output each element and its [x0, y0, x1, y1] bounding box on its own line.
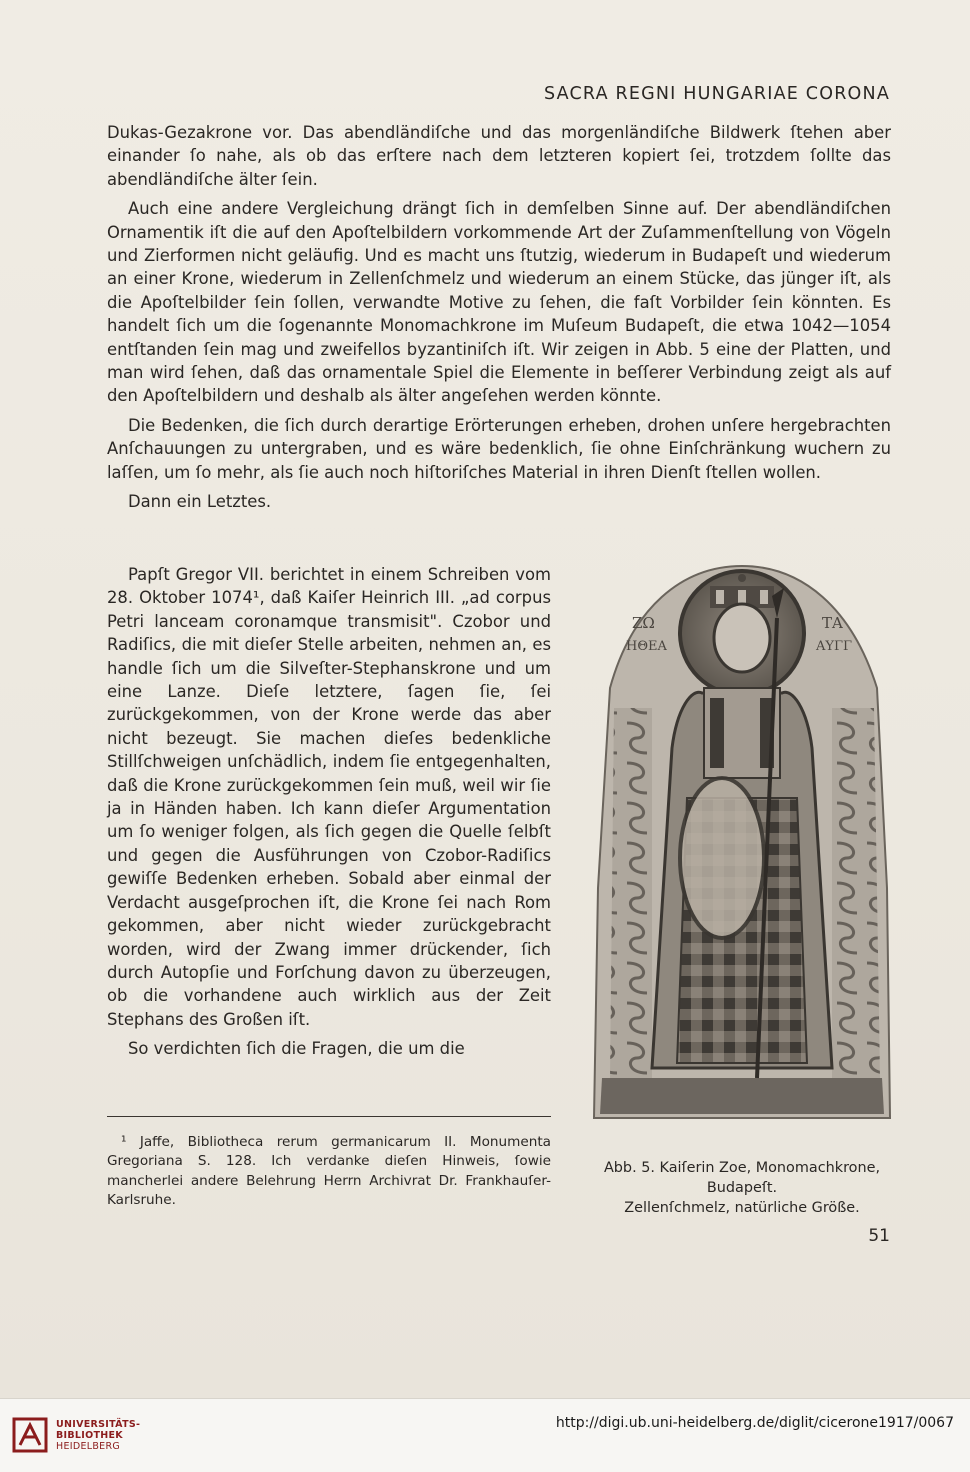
paragraph: So verdichten ſich die Fragen, die um die — [128, 1039, 465, 1059]
library-name-line: HEIDELBERG — [56, 1441, 121, 1452]
caption-line: Zellenſchmelz, natürliche Größe. — [624, 1200, 860, 1216]
paragraph: Dukas-Gezakrone vor. Das abendländiſche und das morgenländiſche Bildwerk ſtehen aber einander ſo nahe, als ob das erſtere nach dem letzteren kopiert ſei, trotzdem ſollte das abendländiſche älter ſein. — [107, 123, 891, 189]
library-name-line: BIBLIOTHEK — [56, 1430, 123, 1441]
paragraph: Papſt Gregor VII. berichtet in einem Schreiben vom 28. Oktober 1074¹, daß Kaiſer Heinrich III. „ad corpus Petri lanceam coronamque transmisit". Czobor und Radiſics, die mit dieſer Stelle arbeiten, nehmen an, es handle ſich um die Silveſter-Stephanskrone und um eine Lanze. Dieſe letztere, ſagen ſie, ſei zurückgekommen, von der Krone werde das aber nicht bezeugt. Sie machen dieſes bedenkliche Stillſchweigen unſchädlich, indem ſie entgegenhalten, daß die Krone zurückgekommen ſein muß, weil wir ſie ja in Händen haben. Ich kann dieſer Argumentation um ſo weniger folgen, als ſich gegen die Quelle ſelbſt und gegen die Ausführungen von Czobor-Radiſics gewiſſe Bedenken erheben. Sobald aber einmal der Verdacht ausgeſprochen iſt, die Krone ſei nach Rom gekommen, aber nicht wieder zurückgebracht worden, wird der Zwang immer drückender, ſich durch Autopſie und Forſchung davon zu überzeugen, ob die vorhandene auch wirklich aus der Zeit Stephans des Großen iſt. — [107, 565, 551, 1029]
body-text — [107, 121, 891, 514]
enamel-plate-figure — [592, 558, 892, 1141]
svg-text:ΑΥΓΓ: ΑΥΓΓ — [816, 639, 853, 654]
source-url-link[interactable]: http://digi.ub.uni-heidelberg.de/diglit/cicerone1917/0067 — [555, 1415, 954, 1431]
svg-text:ΗΘΕΑ: ΗΘΕΑ — [626, 639, 667, 654]
paragraph: Auch eine andere Vergleichung drängt ſich in demſelben Sinne auf. Der abendländiſchen Ornamentik iſt die auf den Apoſtelbildern vorkommende Art der Zuſammenſtellung von Vögeln und Zierformen nicht geläufig. Und es macht uns ſtutzig, wiederum in Budapeſt und wiederum an einer Krone, wiederum in Zellenſchmelz und wiederum an einem Stücke, das jünger iſt, als die Apoſtelbilder ſein ſollen, verwandte Motive zu ſehen, die faſt Vorbilder ſein könnten. Es handelt ſich um die ſogenannte Monomachkrone im Muſeum Budapeſt, die etwa 1042—1054 entſtanden ſein mag und zweifellos byzantiniſch iſt. Wir zeigen in Abb. 5 eine der Platten, und man wird ſehen, daß das ornamentale Spiel die Elemente in beſſerer Verbindung zeigt als auf den Apoſtelbildern und deshalb als älter angeſehen werden könnte. — [107, 199, 891, 406]
library-name[interactable] — [56, 1419, 140, 1452]
caption-line: Abb. 5. Kaiſerin Zoe, Monomachkrone, — [603, 1160, 881, 1176]
library-logo-icon[interactable] — [12, 1417, 48, 1453]
footnote-divider — [107, 1116, 551, 1117]
enamel-plate-image — [592, 558, 892, 1141]
footnote: ¹ Jaffe, Bibliotheca rerum germanicarum II. Monumenta Gregoriana S. 128. Ich verdanke dieſen Hinweis, ſowie mancherlei andere Belehrung Herrn Archivrat Dr. Frankhauſer-Karlsruhe. — [107, 1134, 551, 1209]
figure-caption — [576, 1158, 908, 1218]
page-number: 51 — [868, 1226, 890, 1246]
svg-text:ΖΩ: ΖΩ — [632, 614, 655, 632]
running-title: SACRA REGNI HUNGARIAE CORONA — [544, 84, 890, 104]
svg-text:ΤΑ: ΤΑ — [822, 614, 843, 632]
left-column-text — [107, 563, 551, 1061]
paragraph: Dann ein Letztes. — [128, 492, 272, 512]
caption-line: Budapeſt. — [706, 1180, 778, 1196]
paragraph: Die Bedenken, die ſich durch derartige Erörterungen erheben, drohen unſere hergebrachten Anſchauungen zu untergraben, und es wäre bedenklich, ſie ohne Einſchränkung wuchern zu laſſen, um ſo mehr, als ſie auch noch hiſtoriſches Material in ihren Dienſt ſtellen wollen. — [107, 415, 891, 482]
library-footer — [0, 1398, 970, 1472]
library-name-line: UNIVERSITÄTS- — [56, 1419, 141, 1430]
